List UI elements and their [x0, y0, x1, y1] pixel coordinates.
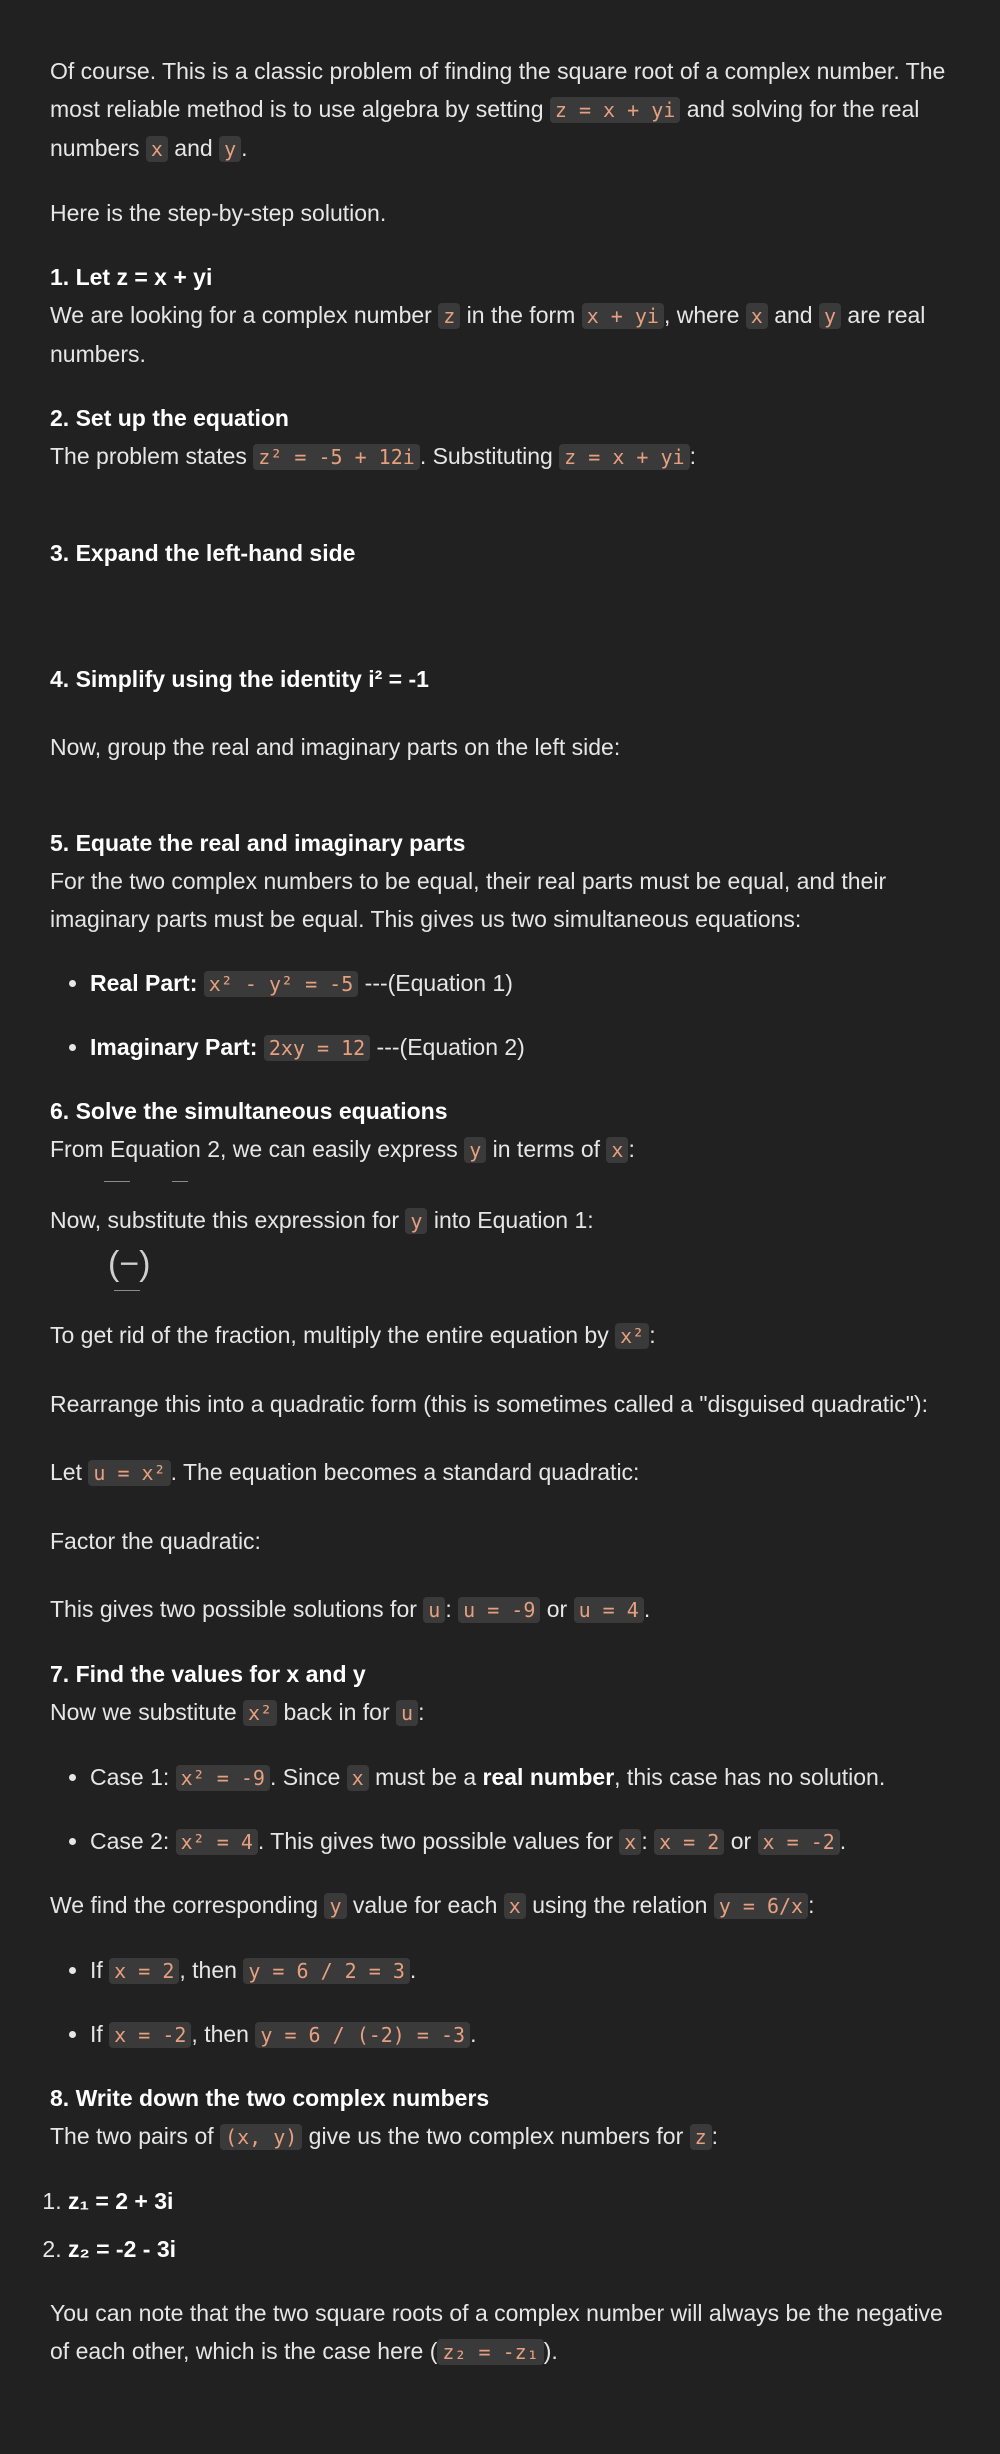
inline-code: u = 4 [574, 1597, 644, 1623]
text: To get rid of the fraction, multiply the entire equation by [50, 1322, 616, 1348]
step-6-rearrange: Rearrange this into a quadratic form (this is sometimes called a "disguised quadratic"): [50, 1391, 928, 1417]
step-3-heading: 3. Expand the left-hand side [50, 540, 356, 566]
text: Let [50, 1459, 89, 1485]
math-placeholder [50, 1492, 950, 1522]
fraction-bar [172, 1181, 188, 1182]
list-item [68, 2230, 950, 2268]
text: . Substituting [419, 443, 560, 469]
inline-code: x + yi [582, 303, 664, 329]
math-placeholder [50, 1560, 950, 1590]
math-placeholder [50, 1423, 950, 1453]
text: The problem states [50, 443, 254, 469]
inline-code: x² [243, 1700, 277, 1726]
text: The two pairs of [50, 2123, 221, 2149]
text: : [418, 1699, 425, 1725]
text: From Equation 2, we can easily express [50, 1136, 465, 1162]
step-2-text [50, 437, 950, 476]
math-placeholder [50, 698, 950, 728]
text: : [445, 1596, 459, 1622]
text: . [241, 135, 248, 161]
list-item [90, 2015, 950, 2054]
inline-code: y [464, 1137, 486, 1163]
inline-code: x² = 4 [176, 1829, 258, 1855]
math-placeholder [50, 1355, 950, 1385]
text: and solving for the real numbers [50, 96, 920, 161]
text: . [409, 1957, 417, 1983]
inline-code: x [606, 1137, 628, 1163]
inline-code: u = -9 [458, 1597, 540, 1623]
step-6-let [50, 1453, 950, 1492]
bold-label: Imaginary Part: [90, 1034, 258, 1060]
step-6-solutions [50, 1590, 950, 1629]
text: . This gives two possible values for [257, 1828, 620, 1854]
list-item [90, 1758, 950, 1797]
step-4-heading: 4. Simplify using the identity i² = -1 [50, 666, 429, 692]
text: , then [191, 2021, 256, 2047]
text: We are looking for a complex number [50, 302, 439, 328]
inline-code: x [146, 136, 168, 162]
inline-code: x [619, 1829, 641, 1855]
text: in terms of [486, 1136, 607, 1162]
text: Case 1: [90, 1764, 176, 1790]
text: into Equation 1: [427, 1207, 594, 1233]
text: . Since [269, 1764, 347, 1790]
answers-list [50, 2182, 950, 2268]
text: ---(Equation 2) [370, 1034, 525, 1060]
inline-code: u [396, 1700, 418, 1726]
inline-code: z = x + yi [559, 444, 689, 470]
step-6-text [50, 1130, 950, 1169]
text: Case 2: [90, 1828, 176, 1854]
inline-code: u = x² [88, 1460, 170, 1486]
inline-code: x² - y² = -5 [204, 971, 359, 997]
inline-code: x [347, 1765, 369, 1791]
step-6-fraction [50, 1316, 950, 1355]
text: ---(Equation 1) [358, 970, 513, 996]
inline-code: y [405, 1208, 427, 1234]
inline-code: x² = -9 [176, 1765, 270, 1791]
inline-code: y [219, 136, 241, 162]
list-item [90, 1028, 950, 1067]
text: Of course. This is a classic problem of finding the square root of a complex number. The most reliable method is to use algebra by setting [50, 58, 946, 122]
text: : [689, 443, 696, 469]
inline-code: y = 6/x [714, 1893, 808, 1919]
step-5-text: For the two complex numbers to be equal, their real parts must be equal, and their imaginary parts must be equal. This gives us two simultaneous equations: [50, 868, 887, 932]
text: in the form [460, 302, 582, 328]
answer-z2: z₂ = -2 - 3i [68, 2236, 177, 2262]
text: If [90, 1957, 110, 1983]
inline-code: y [324, 1893, 346, 1919]
step-7-text [50, 1693, 950, 1732]
step-4-text: Now, group the real and imaginary parts on the left side: [50, 734, 621, 760]
step-1-heading: 1. Let z = x + yi [50, 264, 213, 290]
bold-label: Real Part: [90, 970, 198, 996]
inline-code: x = -2 [758, 1829, 840, 1855]
list-item [68, 2182, 950, 2220]
text: and [767, 302, 819, 328]
text: If [90, 2021, 110, 2047]
bold-text: real number [482, 1764, 615, 1790]
chat-response [50, 52, 950, 2371]
cases-list [50, 1758, 950, 1861]
math-parens: (−) [108, 1245, 151, 1283]
equations-list [50, 964, 950, 1067]
text: , where [663, 302, 746, 328]
step-6-heading: 6. Solve the simultaneous equations [50, 1098, 448, 1124]
inline-code: y [819, 303, 841, 329]
inline-code: x [504, 1893, 526, 1919]
inline-code: x² [615, 1323, 649, 1349]
text: : [641, 1828, 655, 1854]
inline-code: 2xy = 12 [264, 1035, 370, 1061]
answer-z1: z₁ = 2 + 3i [68, 2188, 174, 2214]
text: back in for [277, 1699, 397, 1725]
step-6-substitute [50, 1201, 950, 1240]
inline-code: y = 6 / (-2) = -3 [255, 2022, 470, 2048]
intro-paragraph [50, 52, 950, 168]
text: This gives two possible solutions for [50, 1596, 424, 1622]
text: We find the corresponding [50, 1892, 325, 1918]
step-7-find [50, 1886, 950, 1925]
inline-code: z² = -5 + 12i [253, 444, 420, 470]
fraction-bar [104, 1181, 130, 1182]
math-placeholder [50, 1169, 950, 1201]
math-placeholder [50, 572, 950, 660]
text: value for each [346, 1892, 504, 1918]
step-2-heading: 2. Set up the equation [50, 405, 289, 431]
math-placeholder [50, 476, 950, 534]
text: using the relation [525, 1892, 714, 1918]
text: : [649, 1322, 656, 1348]
inline-code: (x, y) [220, 2124, 302, 2150]
text: Now, substitute this expression for [50, 1207, 406, 1233]
step-8-note [50, 2294, 950, 2371]
inline-code: z₂ = -z₁ [437, 2339, 543, 2365]
math-placeholder [50, 1240, 950, 1316]
fraction-bar [114, 1290, 140, 1291]
text: You can note that the two square roots of a complex number will always be the negative of each other, which is the case here ( [50, 2300, 943, 2364]
text: ). [543, 2338, 558, 2364]
inline-code: u [423, 1597, 445, 1623]
text: , then [179, 1957, 244, 1983]
step-5-heading: 5. Equate the real and imaginary parts [50, 830, 466, 856]
inline-code: y = 6 / 2 = 3 [243, 1958, 410, 1984]
inline-code: x = -2 [109, 2022, 191, 2048]
inline-code: z = x + yi [550, 97, 680, 123]
text: . The equation becomes a standard quadratic: [170, 1459, 640, 1485]
text: or [724, 1828, 758, 1854]
text: : [711, 2123, 719, 2149]
list-item [90, 1822, 950, 1861]
text: Now we substitute [50, 1699, 244, 1725]
text: and [167, 135, 220, 161]
text: . [470, 2021, 477, 2047]
text: are real numbers. [50, 302, 926, 367]
list-item [90, 964, 950, 1003]
inline-code: z [438, 303, 460, 329]
text: . [643, 1596, 651, 1622]
step-8-heading: 8. Write down the two complex numbers [50, 2085, 490, 2111]
inline-code: z [690, 2124, 712, 2150]
text: . [839, 1828, 847, 1854]
text: : [628, 1136, 635, 1162]
text: , this case has no solution. [614, 1764, 886, 1790]
intro-step-note: Here is the step-by-step solution. [50, 200, 387, 226]
text: must be a [368, 1764, 483, 1790]
inline-code: x = 2 [654, 1829, 724, 1855]
inline-code: x = 2 [109, 1958, 179, 1984]
text: give us the two complex numbers for [302, 2123, 690, 2149]
math-placeholder [50, 766, 950, 824]
values-list [50, 1951, 950, 2054]
step-7-heading: 7. Find the values for x and y [50, 1661, 366, 1687]
inline-code: x [746, 303, 768, 329]
list-item [90, 1951, 950, 1990]
step-1-text [50, 296, 950, 373]
text: or [540, 1596, 574, 1622]
text: : [808, 1892, 815, 1918]
step-6-factor: Factor the quadratic: [50, 1528, 261, 1554]
step-8-text [50, 2117, 950, 2156]
